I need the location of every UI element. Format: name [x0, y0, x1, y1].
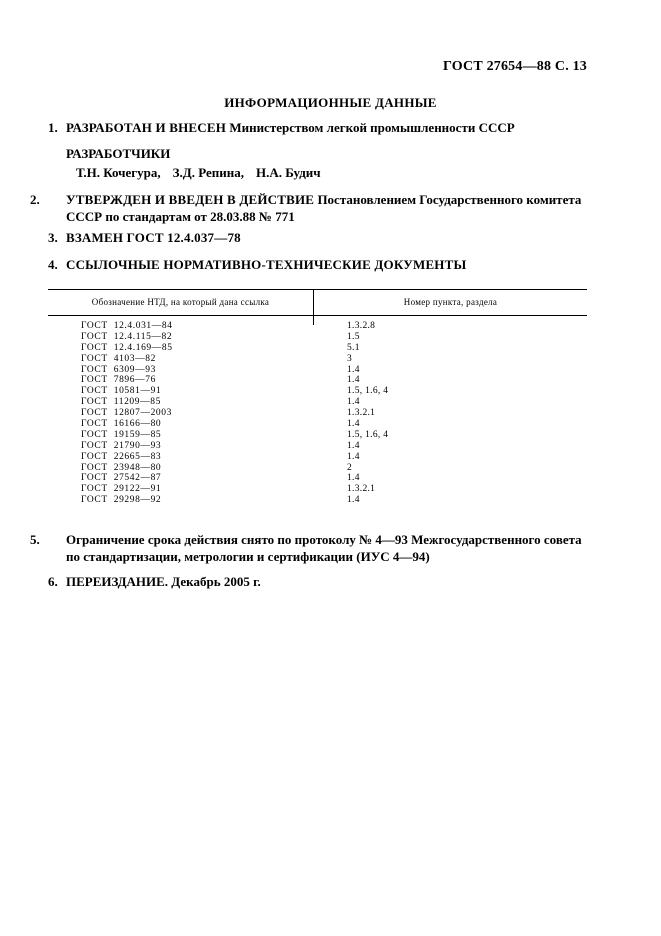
table-row — [48, 484, 587, 495]
table-header-rule — [48, 315, 587, 316]
item-4 — [48, 256, 587, 273]
section-cell: 1.4 — [347, 440, 360, 451]
reference-cell: ГОСТ 22665—83 — [81, 451, 162, 462]
reference-cell: ГОСТ 29298—92 — [81, 495, 162, 506]
table-row — [48, 375, 587, 386]
item-6 — [48, 573, 587, 590]
table-row — [48, 386, 587, 397]
section-cell: 5.1 — [347, 342, 360, 353]
section-cell: 3 — [347, 353, 353, 364]
item-4-text: ССЫЛОЧНЫЕ НОРМАТИВНО-ТЕХНИЧЕСКИЕ ДОКУМЕНТЫ — [66, 257, 467, 272]
table-row — [48, 408, 587, 419]
item-6-number: 6. — [48, 574, 58, 589]
table-row — [48, 473, 587, 484]
reference-cell: ГОСТ 21790—93 — [81, 440, 162, 451]
table-row — [48, 343, 587, 354]
table-column-divider — [313, 290, 314, 325]
item-2 — [30, 191, 587, 225]
table-row — [48, 321, 587, 332]
item-2-number: 2. — [30, 192, 40, 207]
reference-cell: ГОСТ 10581—91 — [81, 386, 162, 397]
reference-cell: ГОСТ 6309—93 — [81, 364, 156, 375]
section-cell: 1.3.2.1 — [347, 484, 376, 495]
item-5 — [30, 531, 587, 565]
table-row — [48, 452, 587, 463]
reference-cell: ГОСТ 12807—2003 — [81, 408, 172, 419]
table-row — [48, 419, 587, 430]
section-cell: 1.4 — [347, 495, 360, 506]
reference-cell: ГОСТ 12.4.031—84 — [81, 321, 173, 331]
item-4-number: 4. — [48, 257, 58, 272]
section-cell: 1.4 — [347, 375, 360, 386]
table-row — [48, 354, 587, 365]
item-3 — [48, 229, 587, 246]
item-1-lead: РАЗРАБОТАН И ВНЕСЕН — [66, 120, 227, 135]
section-cell: 1.4 — [347, 473, 360, 484]
item-2-lead: УТВЕРЖДЕН И ВВЕДЕН В ДЕЙСТВИЕ — [66, 192, 315, 207]
column-header-section: Номер пункта, раздела — [403, 297, 498, 307]
table-row — [48, 463, 587, 474]
section-cell: 1.4 — [347, 451, 360, 462]
developer-name: З.Д. Репина, — [172, 165, 244, 180]
developer-name: Т.Н. Кочегура, — [76, 165, 161, 180]
developer-name: Н.А. Будич — [256, 165, 321, 180]
reference-cell: ГОСТ 12.4.115—82 — [81, 331, 173, 342]
reference-cell: ГОСТ 11209—85 — [81, 397, 161, 408]
item-2-text: Постановлением Государственного комитета СССР по стандартам от 28.03.88 № 771 — [66, 192, 582, 224]
developers-names — [76, 165, 333, 181]
table-row — [48, 332, 587, 343]
table-row — [48, 397, 587, 408]
item-1-text: Министерством легкой промышленности СССР — [229, 120, 515, 135]
section-cell: 1.4 — [347, 364, 360, 375]
item-1-number: 1. — [48, 120, 58, 135]
reference-cell: ГОСТ 7896—76 — [81, 375, 156, 386]
section-cell: 1.5, 1.6, 4 — [347, 429, 389, 440]
section-title: ИНФОРМАЦИОННЫЕ ДАННЫЕ — [224, 95, 437, 110]
section-cell: 1.5, 1.6, 4 — [347, 386, 389, 397]
reference-cell: ГОСТ 4103—82 — [81, 353, 156, 364]
table-body — [48, 321, 587, 506]
section-cell: 1.3.2.1 — [347, 408, 376, 419]
page-header: ГОСТ 27654—88 С. 13 — [443, 59, 587, 74]
section-cell: 1.5 — [347, 331, 360, 342]
item-3-number: 3. — [48, 230, 58, 245]
table-row — [48, 495, 587, 506]
column-header-reference: Обозначение НТД, на который дана ссылка — [91, 297, 270, 307]
section-cell: 1.4 — [347, 397, 360, 408]
developers-label: РАЗРАБОТЧИКИ — [66, 146, 171, 161]
reference-cell: ГОСТ 27542—87 — [81, 473, 162, 484]
reference-cell: ГОСТ 29122—91 — [81, 484, 162, 495]
item-3-text: ВЗАМЕН ГОСТ 12.4.037—78 — [66, 230, 241, 245]
section-cell: 1.3.2.8 — [347, 321, 376, 331]
reference-cell: ГОСТ 16166—80 — [81, 419, 162, 430]
section-cell: 1.4 — [347, 419, 360, 430]
reference-cell: ГОСТ 12.4.169—85 — [81, 342, 173, 353]
table-header — [48, 290, 587, 315]
table-row — [48, 441, 587, 452]
table-row — [48, 430, 587, 441]
section-cell: 2 — [347, 462, 353, 473]
item-5-number: 5. — [30, 532, 40, 547]
item-5-text: Ограничение срока действия снято по протоколу № 4—93 Межгосударственного совета по стандартизации, метрологии и сертификации (ИУС 4—94) — [66, 532, 582, 564]
item-1 — [48, 119, 587, 136]
reference-cell: ГОСТ 19159—85 — [81, 429, 162, 440]
table-row — [48, 365, 587, 376]
references-table — [48, 289, 587, 506]
item-6-text: ПЕРЕИЗДАНИЕ. Декабрь 2005 г. — [66, 574, 261, 589]
reference-cell: ГОСТ 23948—80 — [81, 462, 162, 473]
